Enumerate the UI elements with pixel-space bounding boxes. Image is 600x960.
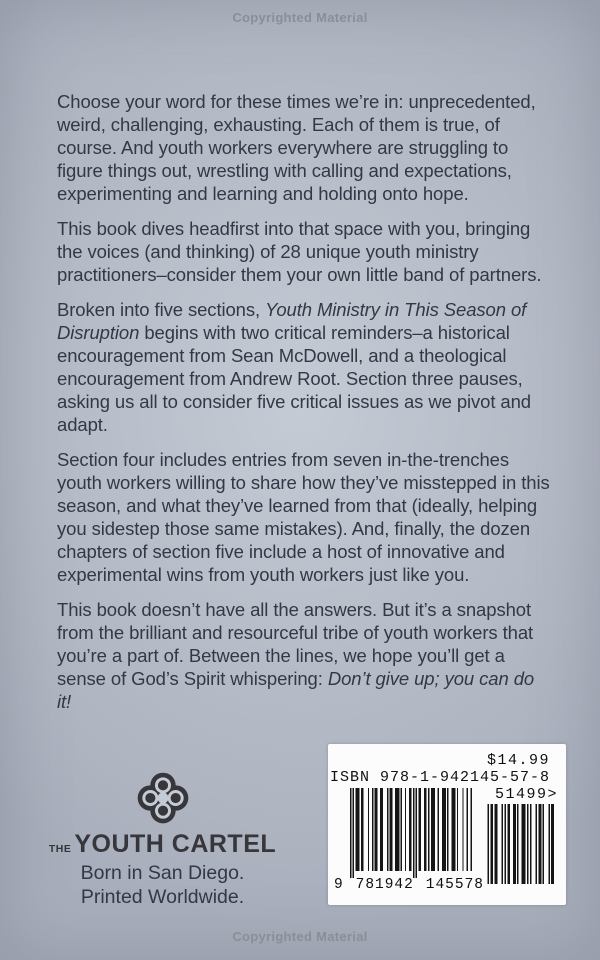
publisher-block xyxy=(40,771,285,909)
barcode-price-addon xyxy=(486,804,554,884)
back-cover-paragraph: Section four includes entries from seven in-the-trenches youth workers willing to share how they’ve misstepped in this season, and what they’ve learned from that (ideally, helping you sidestep those same mistakes). And, finally, the dozen chapters of section five include a host of innovative and experimental wins from youth workers just like you. xyxy=(57,449,550,585)
ean13-digit-group2: 145578 xyxy=(425,877,484,893)
publisher-tagline xyxy=(40,862,285,909)
publisher-tagline-line1: Born in San Diego. xyxy=(80,862,245,884)
youth-cartel-logo-icon xyxy=(136,771,190,825)
ean13-lead-digit: 9 xyxy=(334,877,344,893)
ean13-digits-row xyxy=(334,877,484,893)
isbn-label: ISBN 978-1-942145-57-8 xyxy=(329,769,550,786)
ean13-digit-group1: 781942 xyxy=(355,877,414,893)
publisher-wordmark xyxy=(40,830,285,859)
publisher-wordmark-the: THE xyxy=(48,843,72,855)
price-addon-readout: 51499> xyxy=(494,786,558,803)
barcode-ean13 xyxy=(350,788,476,878)
publisher-wordmark-name: YOUTH CARTEL xyxy=(74,830,277,858)
copyright-watermark-top: Copyrighted Material xyxy=(232,10,368,25)
back-cover-paragraph: This book dives headfirst into that space with you, bringing the voices (and thinking) of 28 unique youth ministry practitioners–consider them your own little band of partners. xyxy=(57,218,542,285)
barcode-panel xyxy=(328,744,566,905)
back-cover-paragraph: Broken into five sections, Youth Ministry in This Season of Disruption begins with two critical reminders–a historical encouragement from Sean McDowell, and a theological encouragement from Andrew Root. Section three pauses, asking us all to consider five critical issues as we pivot and adapt. xyxy=(57,299,531,435)
back-cover-text xyxy=(57,90,553,725)
price-label: $14.99 xyxy=(486,752,550,769)
back-cover-paragraph: Choose your word for these times we’re in: unprecedented, weird, challenging, exhausting. Each of them is true, of course. And youth workers everywhere are struggling to figure things out, wrestling with calling and expectations, experimenting and learning and holding onto hope. xyxy=(57,91,536,204)
publisher-tagline-line2: Printed Worldwide. xyxy=(80,885,245,908)
back-cover-paragraph: This book doesn’t have all the answers. But it’s a snapshot from the brilliant and resourceful tribe of youth workers that you’re a part of. Between the lines, we hope you’ll get a sense of God’s Spirit whispering: Don’t give up; you can do it! xyxy=(57,599,535,712)
copyright-watermark-bottom: Copyrighted Material xyxy=(232,929,368,944)
